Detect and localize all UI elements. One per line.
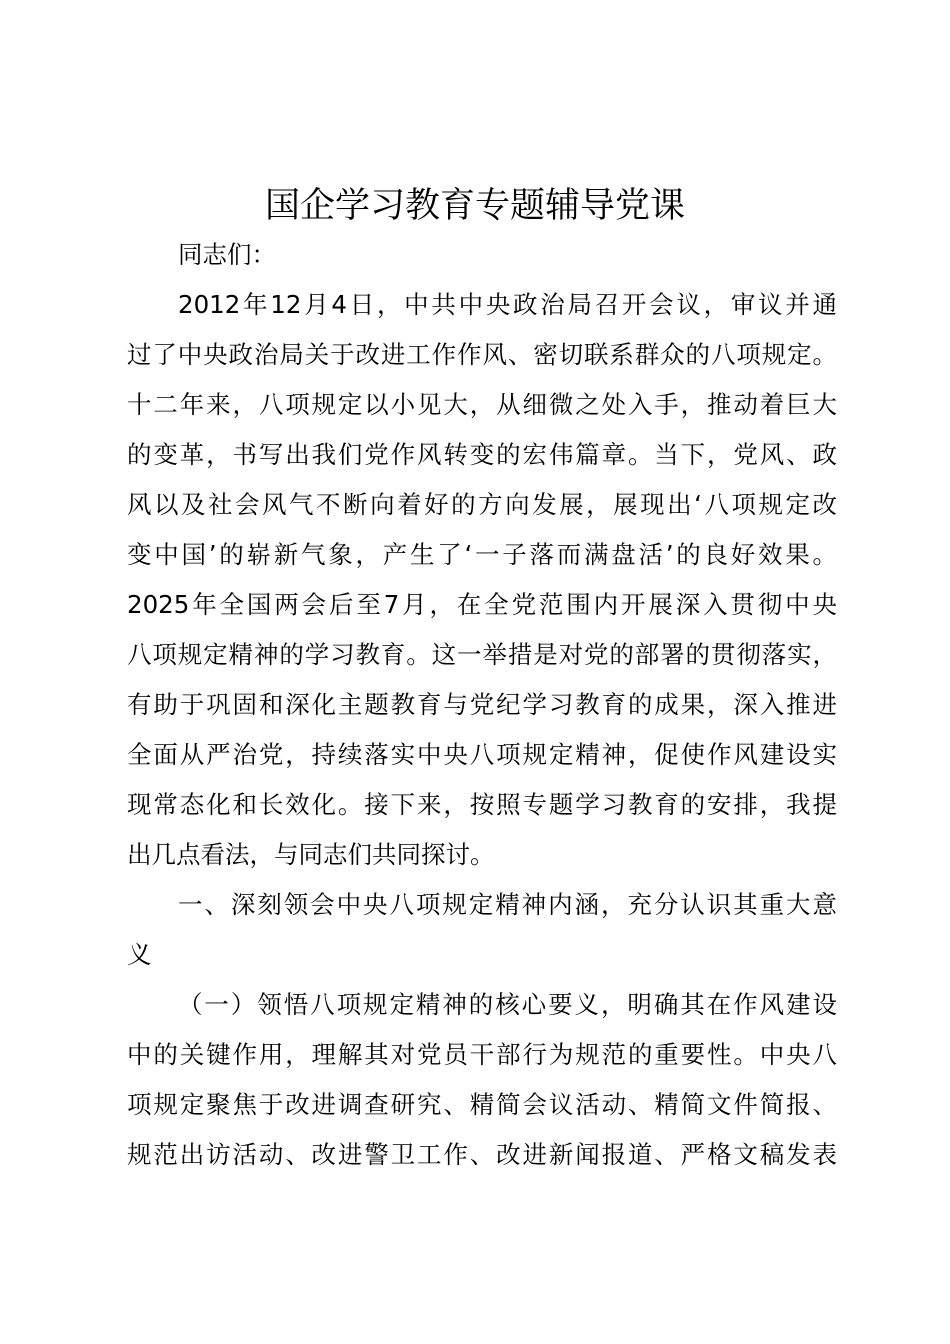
paragraph-line: 现常态化和长效化。接下来，按照专题学习教育的安排，我提 bbox=[127, 790, 837, 819]
paragraph-line: （一）领悟八项规定精神的核心要义，明确其在作风建设 bbox=[178, 990, 837, 1019]
section-heading: 义 bbox=[127, 940, 152, 969]
section-heading: 一、深刻领会中央八项规定精神内涵，充分认识其重大意 bbox=[178, 890, 837, 919]
paragraph-line: 有助于巩固和深化主题教育与党纪学习教育的成果，深入推进 bbox=[127, 690, 837, 719]
paragraph-line: 2025年全国两会后至7月，在全党范围内开展深入贯彻中央 bbox=[127, 590, 837, 619]
paragraph-line: 十二年来，八项规定以小见大，从细微之处入手，推动着巨大 bbox=[127, 390, 837, 419]
paragraph-line: 的变革，书写出我们党作风转变的宏伟篇章。当下，党风、政 bbox=[127, 440, 837, 469]
document-title: 国企学习教育专题辅导党课 bbox=[264, 186, 685, 226]
salutation: 同志们： bbox=[178, 240, 276, 269]
paragraph-line: 变中国’的崭新气象，产生了‘一子落而满盘活’的良好效果。 bbox=[127, 540, 837, 569]
paragraph-line: 八项规定精神的学习教育。这一举措是对党的部署的贯彻落实， bbox=[127, 640, 837, 669]
paragraph-line: 项规定聚焦于改进调查研究、精简会议活动、精简文件简报、 bbox=[127, 1090, 837, 1119]
paragraph-line: 中的关键作用，理解其对党员干部行为规范的重要性。中央八 bbox=[127, 1040, 837, 1069]
paragraph-line: 风以及社会风气不断向着好的方向发展，展现出‘八项规定改 bbox=[127, 490, 837, 519]
paragraph-line: 全面从严治党，持续落实中央八项规定精神，促使作风建设实 bbox=[127, 740, 837, 769]
paragraph-line: 出几点看法，与同志们共同探讨。 bbox=[127, 840, 495, 869]
paragraph-line: 规范出访活动、改进警卫工作、改进新闻报道、严格文稿发表 bbox=[127, 1140, 837, 1169]
paragraph-line: 过了中央政治局关于改进工作作风、密切联系群众的八项规定。 bbox=[127, 340, 837, 369]
paragraph-line: 2012年12月4日，中共中央政治局召开会议，审议并通 bbox=[178, 290, 837, 319]
